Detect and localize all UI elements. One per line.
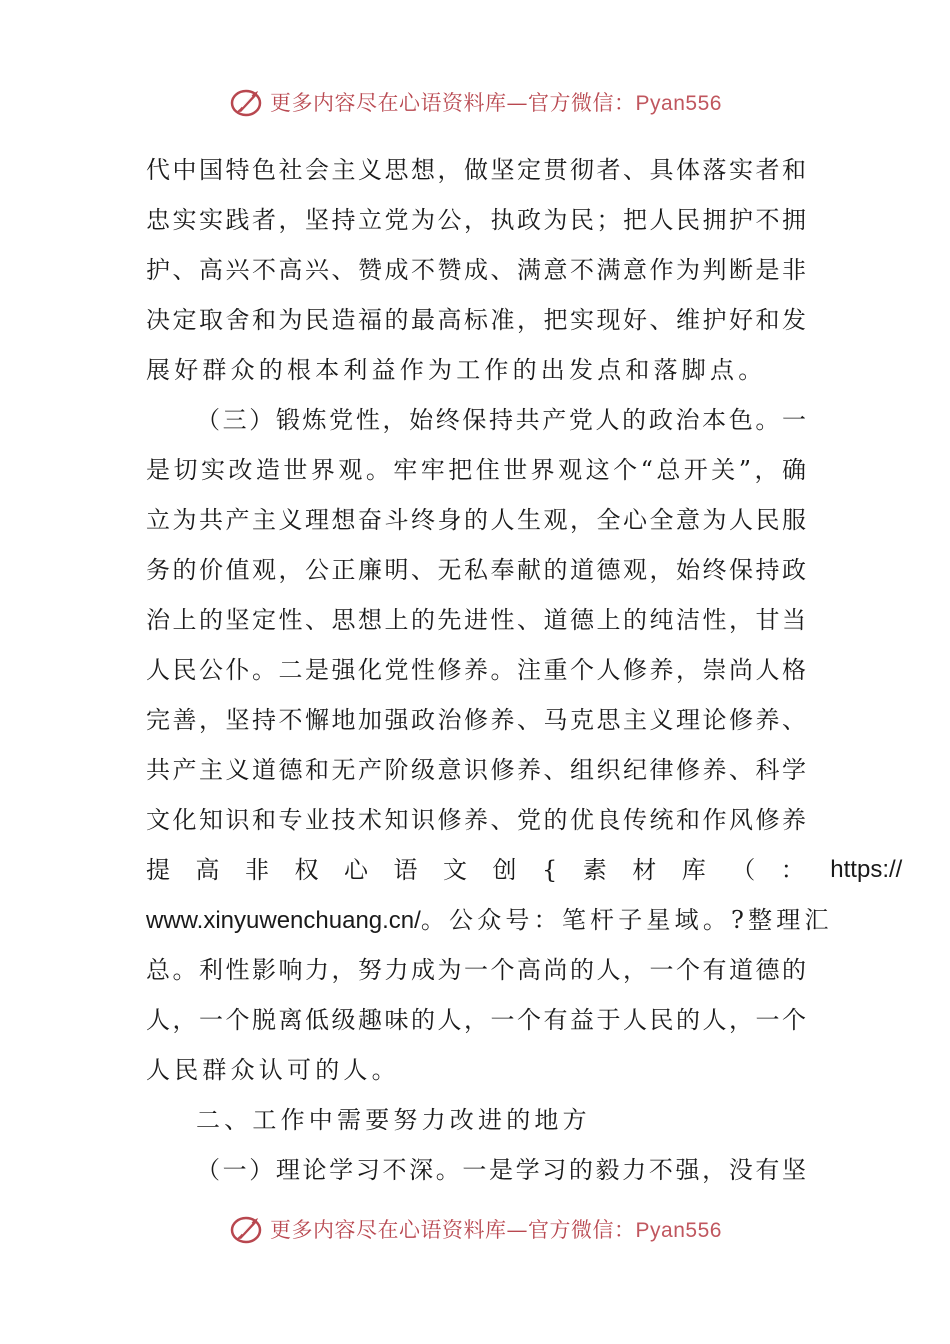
body-line: 治上的坚定性、思想上的先进性、道德上的纯洁性，甘当 [146, 606, 806, 634]
header-banner-content [228, 85, 722, 119]
quill-pen-circle-icon [228, 85, 266, 119]
body-line: 文化知识和专业技术知识修养、党的优良传统和作风修养 [146, 806, 806, 834]
body-line: 代中国特色社会主义思想，做坚定贯彻者、具体落实者和 [146, 156, 806, 184]
website-url: www.xinyuwenchuang.cn/ [146, 907, 421, 934]
header-banner [0, 82, 950, 122]
body-line: 展好群众的根本利益作为工作的出发点和落脚点。 [146, 356, 767, 384]
body-line-spaced [146, 845, 903, 895]
footer-wechat-id: Pyan556 [635, 1219, 722, 1242]
body-line: 忠实实践者，坚持立党为公，执政为民；把人民拥护不拥 [146, 206, 806, 234]
body-line: 是切实改造世界观。牢牢把住世界观这个“总开关”，确 [146, 456, 806, 484]
body-line: 完善，坚持不懈地加强政治修养、马克思主义理论修养、 [146, 706, 806, 734]
header-brand-text: 更多内容尽在心语资料库—官方微信：Pyan556 [270, 91, 722, 115]
body-line: 人民群众认可的人。 [146, 1056, 400, 1084]
body-line: 人，一个脱离低级趣味的人，一个有益于人民的人，一个 [146, 1006, 806, 1034]
body-line: 护、高兴不高兴、赞成不赞成、满意不满意作为判断是非 [146, 256, 806, 284]
body-line: 总。利性影响力，努力成为一个高尚的人，一个有道德的 [146, 956, 806, 984]
body-line: 决定取舍和为民造福的最高标准，把实现好、维护好和发 [146, 306, 806, 334]
footer-brand-text: 更多内容尽在心语资料库—官方微信：Pyan556 [270, 1218, 722, 1242]
footer-banner [0, 1209, 950, 1249]
footer-banner-content [228, 1212, 722, 1246]
body-line: 共产主义道德和无产阶级意识修养、组织纪律修养、科学 [146, 756, 806, 784]
url-continuation: 。公众号：笔杆子星域。?整理汇 [420, 906, 833, 934]
url-fragment: https:// [830, 856, 903, 883]
document-body [146, 145, 903, 1195]
body-line: 人民公仆。二是强化党性修养。注重个人修养，崇尚人格 [146, 656, 806, 684]
section-heading-2: 二、工作中需要努力改进的地方 [196, 1106, 591, 1134]
spaced-cjk-text: 提高非权心语文创{素材库（： [146, 856, 831, 884]
header-wechat-id: Pyan556 [635, 92, 722, 115]
body-line: 立为共产主义理想奋斗终身的人生观，全心全意为人民服 [146, 506, 806, 534]
section-heading-1: （一）理论学习不深。一是学习的毅力不强，没有坚 [196, 1156, 806, 1184]
quill-pen-circle-icon [228, 1212, 266, 1246]
section-heading-3: （三）锻炼党性，始终保持共产党人的政治本色。一 [196, 406, 806, 434]
body-line: 务的价值观，公正廉明、无私奉献的道德观，始终保持政 [146, 556, 806, 584]
body-line-url [146, 895, 833, 945]
